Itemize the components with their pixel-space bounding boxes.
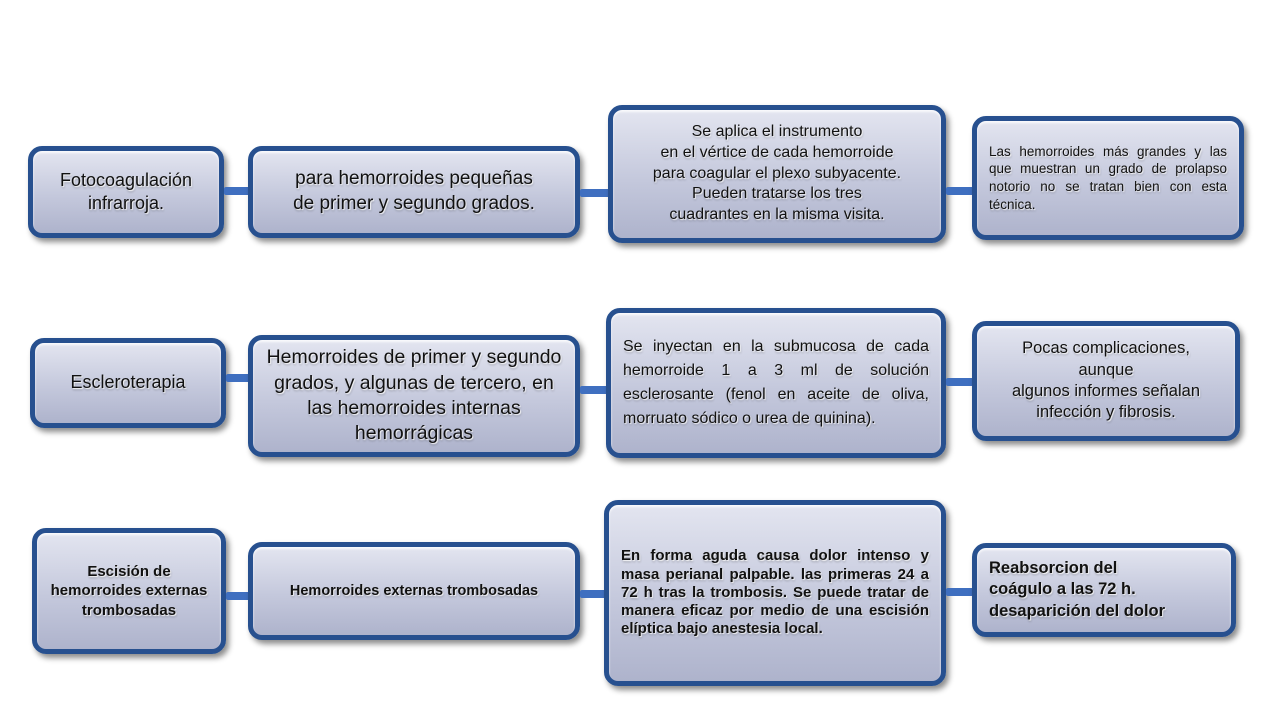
row2-procedure-text: Se inyectan en la submucosa de cada hemorroide 1 a 3 ml de solución esclerosante (fenol en aceite de oliva, morruato sódico o urea de quinina).	[623, 338, 929, 427]
row1-indication-box	[248, 146, 580, 238]
row1-connector-1	[224, 187, 250, 195]
row3-notes-box	[972, 543, 1236, 637]
row3-procedure-box	[604, 500, 946, 686]
row2-procedure-box	[606, 308, 946, 458]
row1-indication-text: para hemorroides pequeñas de primer y segundo grados.	[293, 168, 535, 214]
row1-procedure-box	[608, 105, 946, 243]
row1-connector-2	[580, 189, 610, 197]
row1-notes-box	[972, 116, 1244, 240]
row2-technique-box	[30, 338, 226, 428]
row3-connector-1	[226, 592, 250, 600]
row2-connector-3	[946, 378, 974, 386]
row1-technique-box	[28, 146, 224, 238]
row2-indication-box	[248, 335, 580, 457]
row3-technique-box	[32, 528, 226, 654]
row3-connector-3	[946, 588, 974, 596]
row2-connector-1	[226, 374, 250, 382]
row2-notes-box	[972, 321, 1240, 441]
row3-technique-text: Escisión de hemorroides externas trombosadas	[50, 562, 208, 619]
row1-procedure-text: Se aplica el instrumento en el vértice de cada hemorroide para coagular el plexo subyacente. Pueden tratarse los tres cuadrantes en la misma visita.	[652, 123, 902, 224]
row2-indication-text: Hemorroides de primer y segundo grados, y algunas de tercero, en las hemorroides internas hemorrágicas	[266, 346, 562, 445]
row1-notes-text: Las hemorroides más grandes y las que muestran un grado de prolapso notorio no se tratan bien con esta técnica.	[989, 143, 1227, 212]
row1-technique-text: Fotocoagulación infrarroja.	[59, 169, 193, 213]
row2-technique-text: Escleroterapia	[70, 372, 186, 393]
row3-indication-box	[248, 542, 580, 640]
row3-indication-text: Hemorroides externas trombosadas	[289, 582, 539, 599]
row1-connector-3	[946, 187, 974, 195]
row3-notes-text: Reabsorcion del coágulo a las 72 h. desaparición del dolor	[989, 558, 1166, 620]
row3-procedure-text: En forma aguda causa dolor intenso y masa perianal palpable. las primeras 24 a 72 h tras la trombosis. Se puede tratar de manera eficaz por medio de una escisión elíptica bajo anestesia local.	[621, 547, 929, 638]
row2-notes-text: Pocas complicaciones, aunque algunos informes señalan infección y fibrosis.	[1011, 339, 1201, 422]
